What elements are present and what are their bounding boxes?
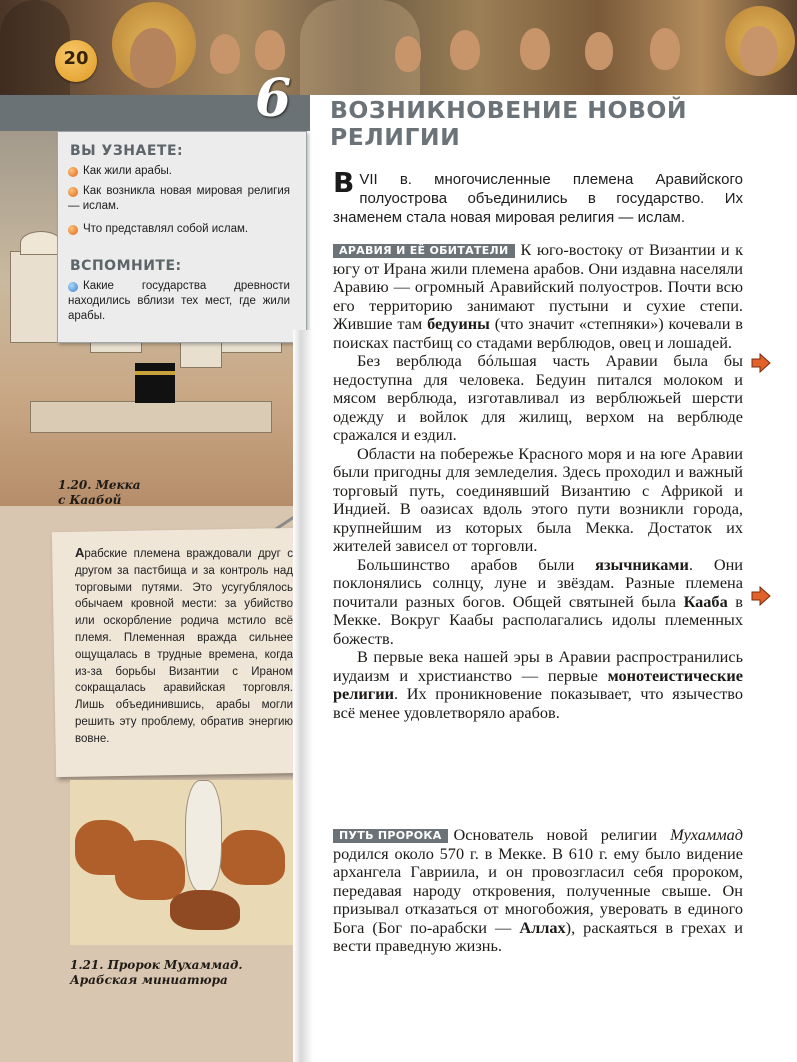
camel — [170, 890, 240, 930]
note-initial: А — [75, 545, 85, 560]
term: монотеистические религии — [333, 665, 743, 703]
section-tag: АРАВИЯ И ЕЁ ОБИТАТЕЛИ — [333, 244, 515, 258]
caption-line: Арабская миниатюра — [70, 973, 228, 987]
arrow-right-icon — [750, 585, 772, 607]
camel — [115, 840, 185, 900]
figure-caption — [58, 478, 141, 508]
learn-item: Что представлял собой ислам. — [83, 223, 249, 235]
note-body: рабские племена враждовали друг с другом за пастбища и за контроль над торговыми путями. Это усугублялось обычаем кровной мести: за убийство или оскорбление родича мстило всё племя. Племенная вражда сильнее ощущалась в трудные времена, когда из-за борьбы Византии с Ираном сокращалась аравийская торговля. Лишь объединившись, арабы могли решить эту проблему, обратив энергию вовне. — [75, 548, 293, 745]
term: Кааба — [683, 591, 728, 611]
note-text — [75, 545, 293, 748]
banner-figure — [585, 32, 613, 70]
paragraph: Без верблюда бóльшая часть Аравии была бы недоступна для человека. Бедуин питался молоком и мясом верблюда, изготавливал из верблюжьей шерсти одежду и войлок для жилищ, верхом на верблюде сражался и ездил. — [333, 351, 743, 444]
paragraph — [333, 556, 743, 649]
banner-figure — [650, 28, 680, 70]
page-spine — [293, 330, 313, 1062]
banner-figure — [450, 30, 480, 70]
camel — [220, 830, 285, 885]
name: Мухаммад — [670, 825, 743, 844]
text: в Мекке. Вокруг Каабы располагались идолы племенных божеств. — [333, 591, 743, 648]
text: родился около 570 г. в Мекке. В 610 г. ему было видение архангела Гавриила, и он провозгласил себя пророком, передавая народу откровения, полученные свыше. Он призывал отказаться от многобожия, уверовать в единого Бога (Бог по-арабски — — [333, 843, 743, 937]
text: К юго-востоку от Византии и к югу от Ирана жили племена арабов. Они издавна населяли Аравию — огромный Аравийский полуостров. Почти всю его территорию занимают пустыни и сухие степи. Жившие там — [333, 240, 743, 333]
paragraph — [333, 648, 743, 722]
text: . Их проникновение показывает, что язычество всё менее удовлетворяло арабов. — [333, 684, 743, 722]
chapter-number: 6 — [255, 68, 292, 129]
section-tag: ПУТЬ ПРОРОКА — [333, 829, 448, 843]
section-arabia — [333, 241, 743, 722]
term: Аллах — [519, 917, 566, 937]
text: Основатель новой религии — [453, 825, 671, 844]
figure-caption — [70, 958, 243, 988]
lead-paragraph — [333, 166, 743, 227]
header-mosaic-banner — [0, 0, 797, 95]
paragraph — [333, 241, 743, 352]
learn-item: Как жили арабы. — [83, 165, 173, 177]
dropcap: В — [333, 166, 355, 199]
banner-figure — [395, 36, 421, 72]
page-title: ВОЗНИКНОВЕНИЕ НОВОЙ РЕЛИГИИ — [330, 96, 688, 151]
text: ), раскаяться в грехах и вести праведную жизнь. — [333, 917, 743, 955]
prophet-miniature-illustration — [70, 780, 295, 945]
bullet-icon — [68, 225, 78, 235]
paragraph: Области на побережье Красного моря и на юге Аравии были пригодны для земледелия. Здесь проходил и важный торговый путь, соединявший Византию с Африкой и Индией. В оазисах вдоль этого пути возникли города, крупнейшим из которых была Мекка. Достаток их жителей зависел от торговли. — [333, 443, 743, 555]
kaaba — [135, 363, 175, 403]
text: (что значит «степняки») кочевали в поисках пастбищ со стадами верблюдов, овец и лошадей. — [333, 314, 743, 352]
term: бедуины — [427, 314, 490, 333]
text: В первые века нашей эры в Аравии распространились иудаизм и христианство — первые — [333, 647, 743, 685]
caption-line: 1.21. Пророк Мухаммад. — [70, 958, 243, 972]
banner-figure — [520, 28, 550, 70]
learn-heading: ВЫ УЗНАЕТЕ: — [70, 143, 184, 159]
page-number: 20 — [63, 48, 89, 69]
term: язычниками — [595, 554, 689, 574]
caption-line: с Каабой — [58, 493, 122, 507]
section-prophet — [333, 826, 743, 956]
banner-figure — [740, 26, 778, 76]
banner-figure — [255, 30, 285, 70]
lead-text: VII в. многочисленные племена Аравийского полуострова объединились в государство. Их знаменем стала новая мировая религия — ислам. — [333, 171, 743, 226]
dome — [20, 231, 62, 255]
learn-item: Как возникла новая мировая религия — ислам. — [68, 185, 290, 212]
recall-heading: ВСПОМНИТЕ: — [70, 258, 182, 274]
arrow-right-icon — [750, 352, 772, 374]
bullet-icon — [68, 167, 78, 177]
recall-item: Какие государства древности находились вблизи тех мест, где жили арабы. — [68, 280, 290, 322]
veiled-rider — [185, 780, 222, 892]
paragraph — [333, 826, 743, 956]
text: . Они поклонялись солнцу, луне и звёздам. Разные племена почитали разных богов. Общей святыней была — [333, 554, 744, 611]
mosque-arcade — [30, 401, 272, 433]
saint-face — [130, 28, 176, 88]
text: Большинство арабов были — [357, 554, 596, 574]
banner-figure — [210, 34, 240, 74]
caption-line: 1.20. Мекка — [58, 478, 141, 492]
kaaba-band — [135, 371, 175, 375]
